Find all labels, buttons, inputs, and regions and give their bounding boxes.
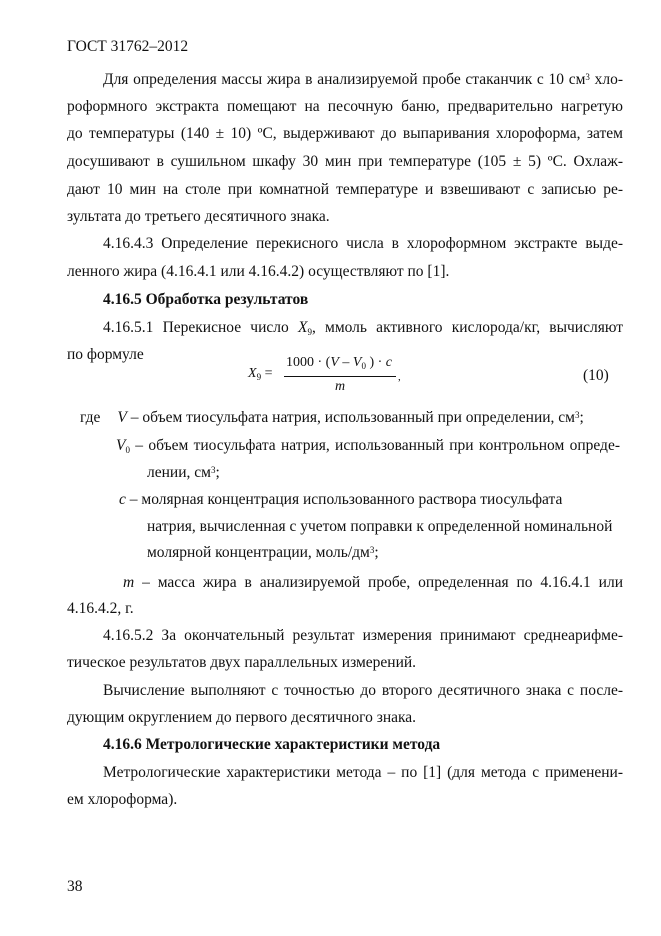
equals-sign: = — [261, 366, 273, 381]
subscript: 0 — [361, 361, 366, 371]
definition-m-cont: 4.16.4.2, г. — [67, 600, 134, 617]
superscript: 3 — [369, 545, 375, 555]
subscript: 9 — [256, 372, 262, 382]
paragraph-line: досушивают в сушильном шкафу 30 мин при температуре (105 ± 5) ºС. Охлаж- — [67, 153, 623, 170]
page-number: 38 — [67, 878, 83, 895]
text-run: , ммоль активного кислорода/кг, вычисляют — [311, 319, 623, 336]
variable: X — [248, 366, 257, 381]
definition-c-cont: натрия, вычисленная с учетом поправки к определенной номинальной — [147, 518, 613, 535]
superscript: 3 — [585, 72, 590, 82]
definition-c-cont — [147, 543, 379, 563]
text-run: лении, см — [147, 464, 211, 481]
fraction-bar — [284, 376, 396, 377]
text-run: – объем тиосульфата натрия, использованный при определении, см — [126, 409, 575, 426]
definition-v0-cont — [147, 463, 220, 483]
where-word: где — [80, 409, 101, 426]
variable: V — [117, 409, 127, 426]
text-run: хло- — [589, 71, 623, 88]
text-run: 4.16.5.1 Перекисное число — [103, 319, 298, 336]
variable: c — [385, 355, 392, 370]
variable: X — [297, 319, 308, 336]
superscript: 3 — [210, 465, 216, 475]
formula-10 — [248, 353, 408, 397]
text-run: ; — [215, 464, 220, 481]
paragraph-line: 4.16.4.3 Определение перекисного числа в хлороформном экстракте выде- — [103, 235, 623, 252]
paragraph-line: ем хлороформа). — [67, 791, 178, 808]
formula-denominator: m — [335, 379, 346, 394]
paragraph-line: дующим округлением до первого десятичного знака. — [67, 709, 417, 726]
variable: V — [116, 437, 126, 454]
variable: c — [119, 491, 126, 508]
subscript: 0 — [125, 445, 130, 455]
text-run: – молярная концентрация использованного раствора тиосульфата — [125, 491, 563, 508]
formula-comma: , — [398, 371, 401, 383]
paragraph-line: по формуле — [67, 346, 144, 363]
formula-numerator — [286, 355, 392, 371]
text-run: 1000 · ( — [286, 355, 331, 370]
paragraph-line — [103, 318, 623, 338]
formula-lhs — [248, 366, 272, 382]
paragraph-line: зультата до третьего десятичного знака. — [67, 208, 330, 225]
paragraph-line: дают 10 мин на столе при комнатной температуре и взвешивают с записью ре- — [67, 181, 623, 198]
variable: m — [123, 574, 135, 591]
section-heading: 4.16.6 Метрологические характеристики метода — [103, 736, 441, 753]
text-run: – — [338, 355, 353, 370]
definition-v0 — [116, 436, 620, 456]
paragraph-line: роформного экстракта помещают на песочную баню, предварительно нагретую — [67, 98, 623, 115]
paragraph-line — [103, 70, 623, 90]
definition-v — [80, 408, 584, 428]
paragraph-line: тическое результатов двух параллельных измерений. — [67, 654, 417, 671]
definition-m — [123, 573, 623, 593]
variable: V — [352, 355, 362, 370]
text-run: Для определения массы жира в анализируемой пробе стаканчик с 10 см — [103, 71, 586, 88]
text-run: ; — [374, 544, 379, 561]
paragraph-line: до температуры (140 ± 10) ºС, выдерживают до выпаривания хлороформа, затем — [67, 125, 623, 142]
text-run: – объем тиосульфата натрия, использованный при контрольном опреде- — [129, 437, 620, 454]
document-standard-code: ГОСТ 31762–2012 — [67, 38, 189, 55]
superscript: 3 — [574, 410, 580, 420]
text-run: молярной концентрации, моль/дм — [147, 544, 370, 561]
subscript: 9 — [307, 327, 312, 337]
paragraph-line: Вычисление выполняют с точностью до второго десятичного знака с после- — [103, 682, 623, 699]
definition-c — [119, 490, 562, 510]
section-heading: 4.16.5 Обработка результатов — [103, 291, 309, 308]
variable: V — [330, 355, 339, 370]
text-run: – масса жира в анализируемой пробе, определенная по 4.16.4.1 или — [134, 574, 623, 591]
paragraph-line: ленного жира (4.16.4.1 или 4.16.4.2) осуществляют по [1]. — [67, 263, 450, 280]
paragraph-line: Метрологические характеристики метода – по [1] (для метода с применени- — [103, 764, 623, 781]
paragraph-line: 4.16.5.2 За окончательный результат измерения принимают среднеарифме- — [103, 627, 623, 644]
formula-number: (10) — [583, 367, 609, 384]
text-run: ) · — [365, 355, 386, 370]
text-run: ; — [579, 409, 584, 426]
